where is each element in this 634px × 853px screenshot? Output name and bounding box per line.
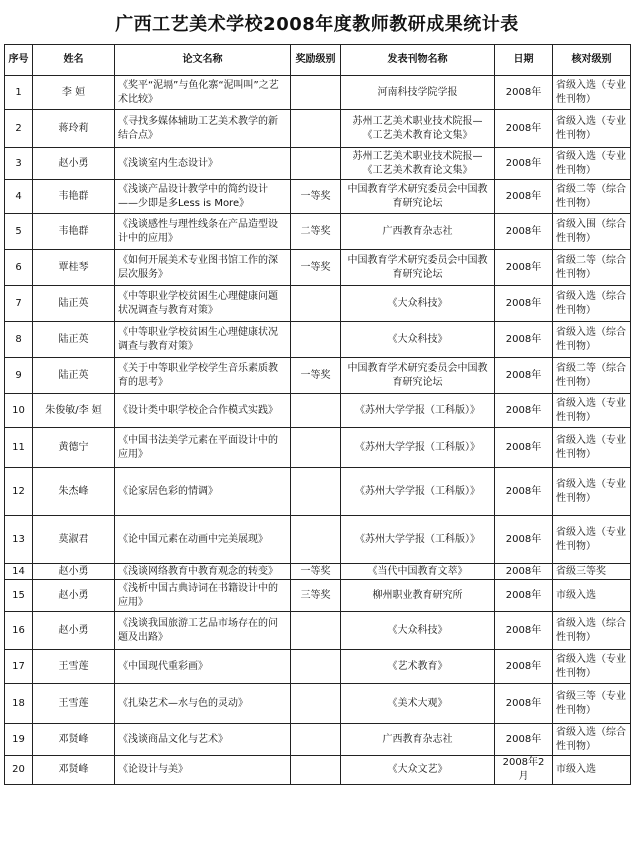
row-journal: 中国教育学术研究委员会中国教育研究论坛 [341, 358, 495, 394]
row-name: 李 姮 [33, 76, 115, 110]
row-name: 韦艳群 [33, 180, 115, 214]
row-verify-level: 省级入选（专业性刊物） [553, 650, 631, 684]
row-award-level [291, 286, 341, 322]
header-date: 日期 [495, 45, 553, 76]
table-row [5, 180, 631, 214]
row-verify-level: 省级入选（综合性刊物） [553, 286, 631, 322]
row-paper-title: 《浅谈产品设计教学中的简约设计——少即是多Less is More》 [115, 180, 291, 214]
row-date: 2008年 [495, 650, 553, 684]
table-row [5, 76, 631, 110]
row-award-level: 一等奖 [291, 250, 341, 286]
row-name: 韦艳群 [33, 214, 115, 250]
row-number: 19 [5, 724, 33, 756]
row-paper-title: 《中等职业学校贫困生心理健康问题状况调查与教育对策》 [115, 286, 291, 322]
row-journal: 广西教育杂志社 [341, 214, 495, 250]
row-name: 朱杰峰 [33, 468, 115, 516]
row-paper-title: 《浅析中国古典诗词在书籍设计中的应用》 [115, 580, 291, 612]
row-paper-title: 《中国现代重彩画》 [115, 650, 291, 684]
row-verify-level: 省级三等（专业性刊物） [553, 684, 631, 724]
table-row [5, 756, 631, 785]
table-row [5, 612, 631, 650]
row-journal: 《当代中国教育文萃》 [341, 564, 495, 580]
row-paper-title: 《浅谈网络教育中教育观念的转变》 [115, 564, 291, 580]
row-date: 2008年 [495, 612, 553, 650]
table-row [5, 322, 631, 358]
row-name: 赵小勇 [33, 612, 115, 650]
row-journal: 《艺术教育》 [341, 650, 495, 684]
row-date: 2008年 [495, 250, 553, 286]
row-paper-title: 《奖平“泥塥”与鱼化寨“泥叫叫”之艺术比较》 [115, 76, 291, 110]
row-date: 2008年 [495, 286, 553, 322]
table-row [5, 516, 631, 564]
row-paper-title: 《论中国元素在动画中完美展现》 [115, 516, 291, 564]
header-award: 奖励级别 [291, 45, 341, 76]
row-award-level: 三等奖 [291, 580, 341, 612]
row-number: 8 [5, 322, 33, 358]
row-paper-title: 《寻找多媒体辅助工艺美术教学的新结合点》 [115, 110, 291, 148]
row-name: 赵小勇 [33, 148, 115, 180]
row-date: 2008年 [495, 180, 553, 214]
row-date: 2008年 [495, 214, 553, 250]
row-paper-title: 《浅谈感性与理性线条在产品造型设计中的应用》 [115, 214, 291, 250]
row-verify-level: 省级入选（专业性刊物） [553, 148, 631, 180]
row-date: 2008年 [495, 76, 553, 110]
row-paper-title: 《中国书法美学元素在平面设计中的应用》 [115, 428, 291, 468]
table-row [5, 250, 631, 286]
row-paper-title: 《如何开展美术专业图书馆工作的深层次服务》 [115, 250, 291, 286]
row-award-level: 二等奖 [291, 214, 341, 250]
row-verify-level: 市级入选 [553, 756, 631, 785]
row-paper-title: 《浅谈商品文化与艺术》 [115, 724, 291, 756]
row-number: 1 [5, 76, 33, 110]
row-paper-title: 《设计类中职学校企合作模式实践》 [115, 394, 291, 428]
row-verify-level: 市级入选 [553, 580, 631, 612]
row-name: 陆正英 [33, 358, 115, 394]
row-number: 5 [5, 214, 33, 250]
row-award-level [291, 428, 341, 468]
row-award-level [291, 612, 341, 650]
row-number: 3 [5, 148, 33, 180]
row-number: 11 [5, 428, 33, 468]
achievement-table [4, 44, 631, 785]
row-date: 2008年 [495, 428, 553, 468]
header-name: 姓名 [33, 45, 115, 76]
table-row [5, 580, 631, 612]
row-verify-level: 省级入选（专业性刊物） [553, 516, 631, 564]
row-award-level [291, 148, 341, 180]
row-number: 20 [5, 756, 33, 785]
row-number: 16 [5, 612, 33, 650]
row-number: 4 [5, 180, 33, 214]
table-row [5, 684, 631, 724]
row-name: 黄德宁 [33, 428, 115, 468]
row-paper-title: 《论家居色彩的情调》 [115, 468, 291, 516]
table-row [5, 724, 631, 756]
row-verify-level: 省级二等（综合性刊物） [553, 180, 631, 214]
table-row [5, 214, 631, 250]
row-date: 2008年 [495, 516, 553, 564]
row-date: 2008年 [495, 148, 553, 180]
row-paper-title: 《中等职业学校贫困生心理健康状况调查与教育对策》 [115, 322, 291, 358]
row-verify-level: 省级入选（综合性刊物） [553, 612, 631, 650]
row-award-level: 一等奖 [291, 180, 341, 214]
table-row [5, 564, 631, 580]
row-date: 2008年2月 [495, 756, 553, 785]
row-journal: 《美术大观》 [341, 684, 495, 724]
row-name: 莫淑君 [33, 516, 115, 564]
row-award-level [291, 110, 341, 148]
row-number: 9 [5, 358, 33, 394]
row-journal: 苏州工艺美术职业技术院报—《工艺美术教育论文集》 [341, 148, 495, 180]
row-name: 赵小勇 [33, 580, 115, 612]
header-journal: 发表刊物名称 [341, 45, 495, 76]
row-verify-level: 省级二等（综合性刊物） [553, 358, 631, 394]
row-number: 6 [5, 250, 33, 286]
row-award-level [291, 756, 341, 785]
row-paper-title: 《浅谈我国旅游工艺品市场存在的问题及出路》 [115, 612, 291, 650]
row-date: 2008年 [495, 580, 553, 612]
table-row [5, 428, 631, 468]
row-paper-title: 《浅谈室内生态设计》 [115, 148, 291, 180]
row-journal: 《大众科技》 [341, 322, 495, 358]
table-row [5, 110, 631, 148]
header-no: 序号 [5, 45, 33, 76]
row-journal: 中国教育学术研究委员会中国教育研究论坛 [341, 180, 495, 214]
row-number: 15 [5, 580, 33, 612]
row-number: 12 [5, 468, 33, 516]
row-name: 朱俊敏/李 姮 [33, 394, 115, 428]
table-row [5, 358, 631, 394]
row-award-level [291, 468, 341, 516]
row-award-level: 一等奖 [291, 564, 341, 580]
table-row [5, 650, 631, 684]
row-award-level [291, 76, 341, 110]
row-award-level [291, 516, 341, 564]
row-date: 2008年 [495, 684, 553, 724]
row-name: 陆正英 [33, 286, 115, 322]
header-paper: 论文名称 [115, 45, 291, 76]
row-number: 10 [5, 394, 33, 428]
row-journal: 河南科技学院学报 [341, 76, 495, 110]
row-journal: 《苏州大学学报（工科版）》 [341, 516, 495, 564]
row-journal: 柳州职业教育研究所 [341, 580, 495, 612]
row-paper-title: 《论设计与美》 [115, 756, 291, 785]
row-paper-title: 《关于中等职业学校学生音乐素质教育的思考》 [115, 358, 291, 394]
row-award-level [291, 650, 341, 684]
row-journal: 苏州工艺美术职业技术院报—《工艺美术教育论文集》 [341, 110, 495, 148]
row-verify-level: 省级入选（专业性刊物） [553, 394, 631, 428]
row-journal: 《大众科技》 [341, 286, 495, 322]
row-name: 蒋玲莉 [33, 110, 115, 148]
row-award-level [291, 322, 341, 358]
row-verify-level: 省级入围（综合性刊物） [553, 214, 631, 250]
row-name: 邓贤峰 [33, 724, 115, 756]
row-journal: 《大众科技》 [341, 612, 495, 650]
page-title: 广西工艺美术学校2008年度教师教研成果统计表 [115, 14, 519, 35]
row-date: 2008年 [495, 468, 553, 516]
row-number: 17 [5, 650, 33, 684]
row-date: 2008年 [495, 322, 553, 358]
row-award-level [291, 724, 341, 756]
row-date: 2008年 [495, 110, 553, 148]
table-row [5, 468, 631, 516]
header-verify: 核对级别 [553, 45, 631, 76]
row-name: 邓贤峰 [33, 756, 115, 785]
row-journal: 《苏州大学学报（工科版）》 [341, 428, 495, 468]
row-verify-level: 省级三等奖 [553, 564, 631, 580]
row-date: 2008年 [495, 724, 553, 756]
row-award-level: 一等奖 [291, 358, 341, 394]
row-number: 18 [5, 684, 33, 724]
row-verify-level: 省级入选（专业性刊物） [553, 468, 631, 516]
row-paper-title: 《扎染艺术—水与色的灵动》 [115, 684, 291, 724]
row-number: 13 [5, 516, 33, 564]
row-verify-level: 省级入选（专业性刊物） [553, 110, 631, 148]
row-number: 2 [5, 110, 33, 148]
row-number: 14 [5, 564, 33, 580]
row-date: 2008年 [495, 358, 553, 394]
row-name: 王雪莲 [33, 684, 115, 724]
row-journal: 广西教育杂志社 [341, 724, 495, 756]
table-row [5, 148, 631, 180]
row-date: 2008年 [495, 564, 553, 580]
row-verify-level: 省级入选（专业性刊物） [553, 428, 631, 468]
row-name: 赵小勇 [33, 564, 115, 580]
row-verify-level: 省级入选（综合性刊物） [553, 322, 631, 358]
row-name: 覃桂琴 [33, 250, 115, 286]
row-number: 7 [5, 286, 33, 322]
row-award-level [291, 394, 341, 428]
row-date: 2008年 [495, 394, 553, 428]
table-row [5, 394, 631, 428]
row-name: 陆正英 [33, 322, 115, 358]
row-journal: 中国教育学术研究委员会中国教育研究论坛 [341, 250, 495, 286]
table-header-row [5, 45, 631, 76]
table-row [5, 286, 631, 322]
row-name: 王雪莲 [33, 650, 115, 684]
row-verify-level: 省级入选（专业性刊物） [553, 76, 631, 110]
row-journal: 《苏州大学学报（工科版）》 [341, 394, 495, 428]
row-verify-level: 省级入选（综合性刊物） [553, 724, 631, 756]
row-journal: 《大众文艺》 [341, 756, 495, 785]
row-journal: 《苏州大学学报（工科版）》 [341, 468, 495, 516]
row-verify-level: 省级二等（综合性刊物） [553, 250, 631, 286]
row-award-level [291, 684, 341, 724]
